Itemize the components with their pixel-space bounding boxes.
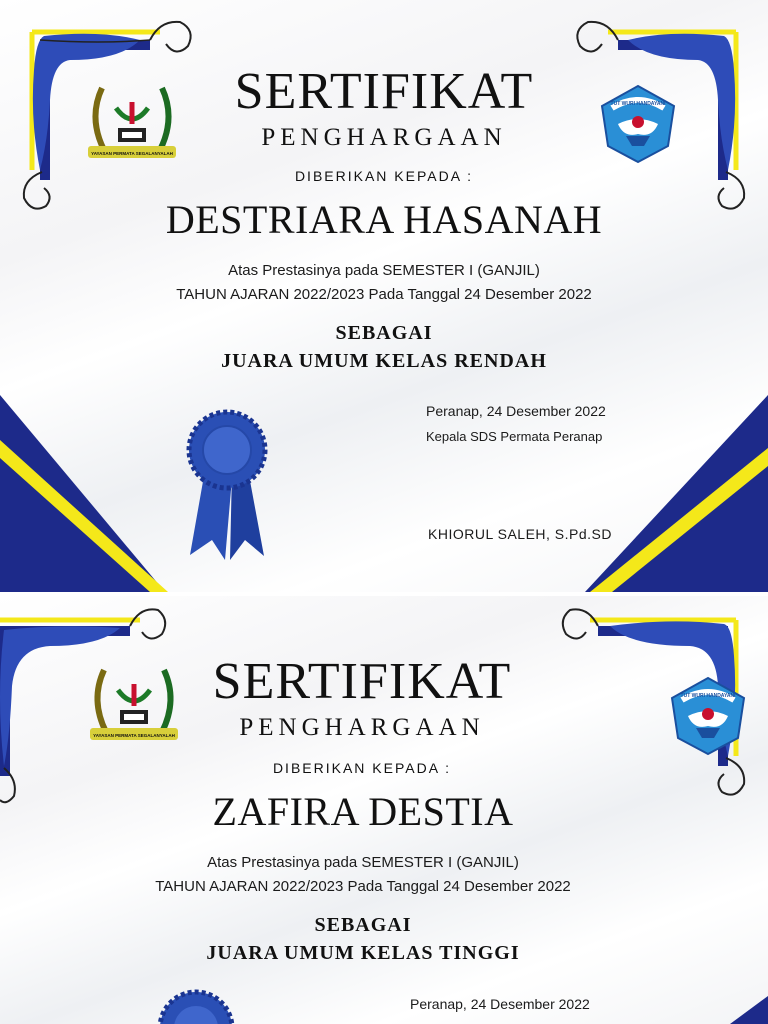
- certificate-title: SERTIFIKAT: [212, 653, 512, 710]
- left-logo-caption: YAYASAN PERMATA SEGALANYALAH: [93, 733, 175, 738]
- as-label: SEBAGAI: [314, 914, 412, 936]
- signer-name: KHIORUL SALEH, S.Pd.SD: [428, 526, 612, 542]
- award-rosette-icon: [189, 412, 265, 560]
- achievement-line-1: Atas Prestasinya pada SEMESTER I (GANJIL): [207, 854, 519, 871]
- right-logo-caption: TUT WURI HANDAYANI: [610, 101, 666, 107]
- signer-role: Kepala SDS Permata Peranap: [426, 429, 603, 444]
- corner-wedge-bottom-right: [730, 996, 768, 1024]
- recipient-name: ZAFIRA DESTIA: [212, 789, 514, 834]
- award-title: JUARA UMUM KELAS TINGGI: [206, 942, 520, 964]
- place-date: Peranap, 24 Desember 2022: [410, 996, 590, 1012]
- certificate-title: SERTIFIKAT: [234, 63, 534, 120]
- certificate-2: [0, 596, 768, 1024]
- certificate-subtitle: PENGHARGAAN: [239, 714, 485, 741]
- left-logo-caption: YAYASAN PERMATA SEGALANYALAH: [91, 151, 173, 156]
- given-to-label: DIBERIKAN KEPADA :: [272, 760, 452, 776]
- certificate-subtitle: PENGHARGAAN: [261, 124, 507, 151]
- as-label: SEBAGAI: [335, 322, 433, 344]
- corner-wedge-bottom-left: [0, 395, 168, 592]
- achievement-line-2: TAHUN AJARAN 2022/2023 Pada Tanggal 24 Desember 2022: [176, 286, 592, 303]
- award-title: JUARA UMUM KELAS RENDAH: [221, 350, 547, 372]
- achievement-line-2: TAHUN AJARAN 2022/2023 Pada Tanggal 24 Desember 2022: [155, 878, 571, 895]
- right-logo-caption: TUT WURI HANDAYANI: [680, 693, 736, 699]
- award-rosette-icon: [160, 992, 232, 1024]
- corner-wedge-bottom-right: [585, 395, 768, 592]
- achievement-line-1: Atas Prestasinya pada SEMESTER I (GANJIL): [228, 262, 540, 279]
- given-to-label: DIBERIKAN KEPADA :: [294, 168, 474, 184]
- recipient-name: DESTRIARA HASANAH: [165, 197, 603, 242]
- place-date: Peranap, 24 Desember 2022: [426, 403, 606, 419]
